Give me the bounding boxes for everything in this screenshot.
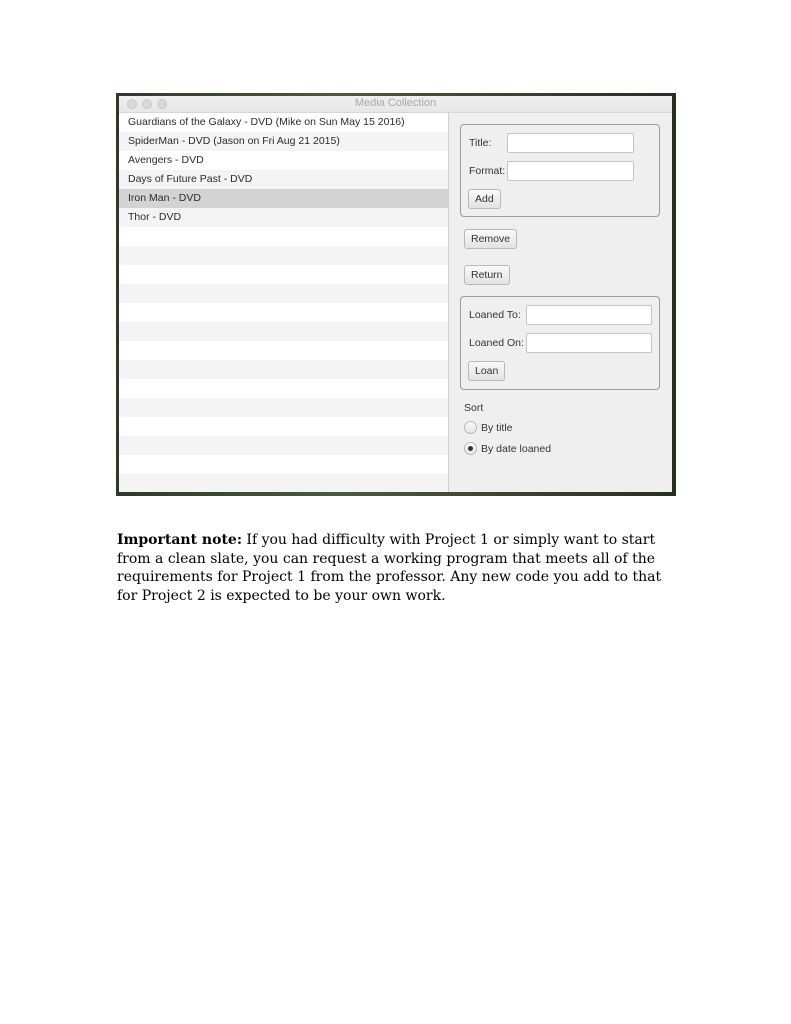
- empty-list-row: [119, 341, 448, 360]
- empty-list-row: [119, 303, 448, 322]
- empty-list-row: [119, 246, 448, 265]
- note-bold-prefix: Important note:: [117, 532, 242, 548]
- empty-list-row: [119, 284, 448, 303]
- remove-button[interactable]: Remove: [464, 229, 517, 249]
- loan-button[interactable]: Loan: [468, 361, 505, 381]
- empty-list-row: [119, 474, 448, 492]
- note-body: If you had difficulty with Project 1 or simply want to start from a clean slate, you can request a working program that meets all of the requirements for Project 1 from the professor. Any new code you add to that for Project 2 is expected to be your own work.: [117, 532, 662, 604]
- return-button[interactable]: Return: [464, 265, 510, 285]
- list-item[interactable]: SpiderMan - DVD (Jason on Fri Aug 21 2015): [119, 132, 448, 151]
- sort-by-date-label[interactable]: By date loaned: [481, 443, 552, 455]
- loaned-on-label: Loaned On:: [469, 337, 524, 349]
- media-collection-window: [119, 96, 672, 492]
- loaned-to-label: Loaned To:: [469, 309, 521, 321]
- empty-list-row: [119, 379, 448, 398]
- list-item-selected[interactable]: Iron Man - DVD: [119, 189, 448, 208]
- list-item[interactable]: Avengers - DVD: [128, 154, 204, 166]
- empty-list-row: [119, 227, 448, 246]
- empty-list-row: [119, 455, 448, 474]
- title-bar: [119, 96, 672, 113]
- add-button[interactable]: Add: [468, 189, 501, 209]
- empty-list-row: [119, 398, 448, 417]
- window-title: Media Collection: [354, 97, 437, 109]
- media-list[interactable]: [119, 113, 449, 492]
- important-note-paragraph: [117, 531, 677, 605]
- sort-by-title-radio[interactable]: [464, 421, 477, 434]
- empty-list-row: [119, 436, 448, 455]
- empty-list-row: [119, 417, 448, 436]
- format-label: Format:: [469, 165, 506, 177]
- empty-list-row: [119, 322, 448, 341]
- title-input[interactable]: [507, 133, 634, 153]
- format-input[interactable]: [507, 161, 634, 181]
- list-item[interactable]: Thor - DVD: [119, 208, 448, 227]
- empty-list-row: [119, 360, 448, 379]
- sort-by-title-label[interactable]: By title: [481, 422, 513, 434]
- sort-label: Sort: [464, 402, 484, 414]
- empty-list-row: [119, 265, 448, 284]
- loaned-on-input[interactable]: [526, 333, 652, 353]
- sort-by-date-radio[interactable]: [464, 442, 477, 455]
- loaned-to-input[interactable]: [526, 305, 652, 325]
- list-item[interactable]: Guardians of the Galaxy - DVD (Mike on Sun May 15 2016): [128, 116, 405, 128]
- list-item[interactable]: Days of Future Past - DVD: [119, 170, 448, 189]
- title-label: Title:: [469, 137, 492, 149]
